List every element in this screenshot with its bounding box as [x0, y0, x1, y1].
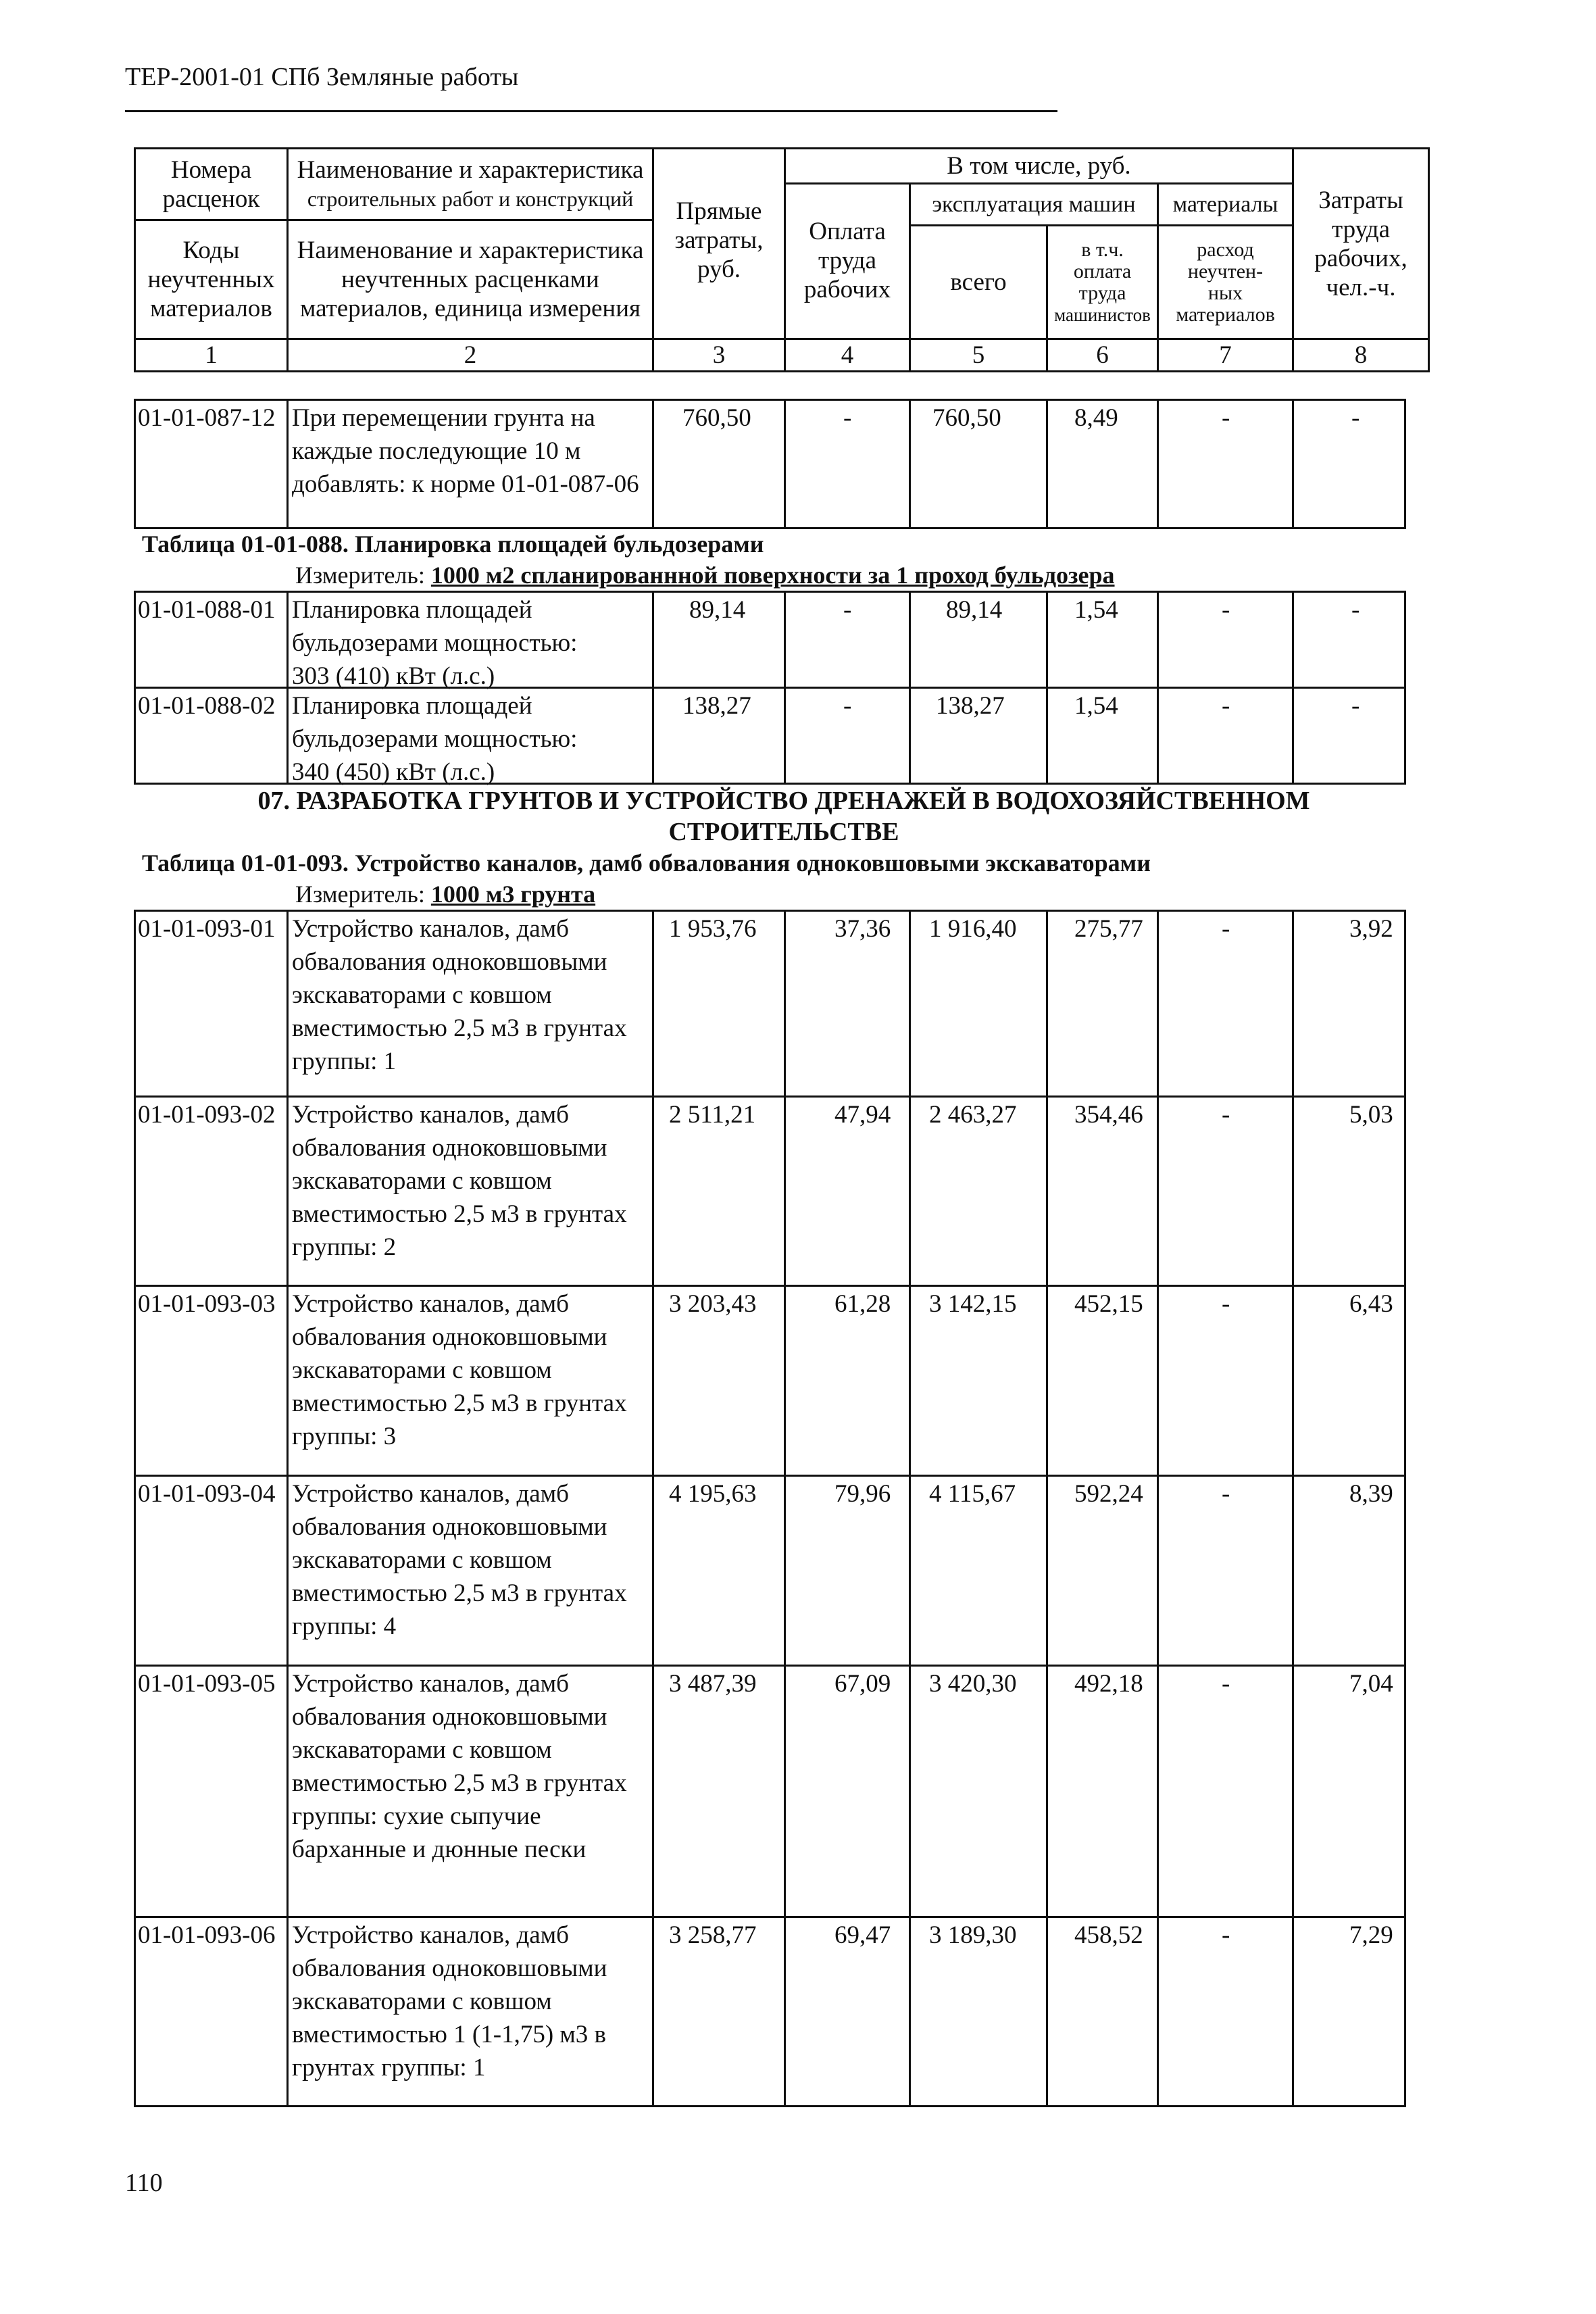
col7-header: расход неучтен- ных материалов: [1176, 238, 1275, 326]
col3-header: Прямые затраты, руб.: [674, 197, 764, 283]
col-number-1: 1: [205, 341, 218, 369]
rate-code: 01-01-087-12: [138, 404, 276, 432]
materials-value: -: [1222, 915, 1230, 943]
labor-hours: -: [1351, 404, 1360, 432]
machine-costs: 1 916,40: [929, 915, 1017, 943]
machine-costs: 3 420,30: [929, 1670, 1017, 1698]
direct-costs: 3 203,43: [669, 1290, 757, 1318]
machine-costs: 2 463,27: [929, 1101, 1017, 1129]
machine-costs: 3 142,15: [929, 1290, 1017, 1318]
rate-code: 01-01-093-05: [138, 1670, 276, 1698]
machinist-pay: 592,24: [1074, 1480, 1143, 1508]
materials-value: -: [1222, 1290, 1230, 1318]
group-header: В том числе, руб.: [947, 152, 1131, 180]
rate-code: 01-01-093-02: [138, 1101, 276, 1129]
rate-code: 01-01-093-04: [138, 1480, 276, 1508]
rate-description: Устройство каналов, дамб обвалования одноковшовыми экскаваторами с ковшом вместимостью 2,5 м3 в грунтах группы: 4: [292, 1480, 627, 1640]
materials-value: -: [1222, 692, 1230, 720]
labor-pay: 69,47: [834, 1921, 891, 1949]
col2-top-header: Наименование и характеристика строительных работ и конструкций: [297, 155, 644, 211]
machinist-pay: 8,49: [1074, 404, 1118, 432]
direct-costs: 89,14: [689, 596, 746, 624]
materials-header: материалы: [1172, 192, 1278, 217]
machine-costs: 760,50: [932, 404, 1001, 432]
rate-description: Устройство каналов, дамб обвалования одноковшовыми экскаваторами с ковшом вместимостью 2,5 м3 в грунтах группы: 1: [292, 915, 627, 1075]
col1-bottom-header: Коды неучтенных материалов: [147, 237, 275, 322]
rate-description: Устройство каналов, дамб обвалования одноковшовыми экскаваторами с ковшом вместимостью 2,5 м3 в грунтах группы: 2: [292, 1101, 627, 1261]
rate-code: 01-01-088-01: [138, 596, 276, 624]
labor-pay: -: [843, 404, 852, 432]
rate-description: При перемещении грунта на каждые последующие 10 м добавлять: к норме 01-01-087-06: [292, 404, 639, 498]
labor-hours: 6,43: [1349, 1290, 1393, 1318]
labor-pay: -: [843, 596, 852, 624]
labor-pay: -: [843, 692, 852, 720]
direct-costs: 138,27: [682, 692, 751, 720]
labor-pay: 61,28: [834, 1290, 891, 1318]
materials-value: -: [1222, 1480, 1230, 1508]
machinist-pay: 275,77: [1074, 915, 1143, 943]
col-number-2: 2: [464, 341, 477, 369]
machine-costs: 89,14: [946, 596, 1003, 624]
col-number-7: 7: [1219, 341, 1232, 369]
direct-costs: 760,50: [682, 404, 751, 432]
col6-header: в т.ч. оплата труда машинистов: [1054, 238, 1151, 325]
machine-costs: 3 189,30: [929, 1921, 1017, 1949]
labor-hours: 7,04: [1349, 1670, 1393, 1698]
document-title: ТЕР-2001-01 СПб Земляные работы: [125, 63, 519, 91]
direct-costs: 3 258,77: [669, 1921, 757, 1949]
machinist-pay: 1,54: [1074, 692, 1118, 720]
col8-header: Затраты труда рабочих, чел.-ч.: [1314, 186, 1407, 301]
machine-costs: 4 115,67: [929, 1480, 1016, 1508]
table-088-meter: Измеритель: 1000 м2 спланированнной поверхности за 1 проход бульдозера: [295, 562, 1115, 589]
direct-costs: 2 511,21: [669, 1101, 756, 1129]
labor-hours: 8,39: [1349, 1480, 1393, 1508]
machine-costs: 138,27: [936, 692, 1005, 720]
col-number-4: 4: [841, 341, 854, 369]
labor-hours: 5,03: [1349, 1101, 1393, 1129]
rate-code: 01-01-093-06: [138, 1921, 276, 1949]
materials-value: -: [1222, 1921, 1230, 1949]
materials-value: -: [1222, 596, 1230, 624]
col-number-5: 5: [972, 341, 985, 369]
section-title: 07. РАЗРАБОТКА ГРУНТОВ И УСТРОЙСТВО ДРЕНАЖЕЙ В ВОДОХОЗЯЙСТВЕННОМ СТРОИТЕЛЬСТВЕ: [257, 787, 1310, 846]
rate-description: Устройство каналов, дамб обвалования одноковшовыми экскаваторами с ковшом вместимостью 2,5 м3 в грунтах группы: 3: [292, 1290, 627, 1450]
col-number-6: 6: [1096, 341, 1109, 369]
machinist-pay: 354,46: [1074, 1101, 1143, 1129]
labor-hours: 3,92: [1349, 915, 1393, 943]
labor-pay: 79,96: [834, 1480, 891, 1508]
col4-header: Оплата труда рабочих: [803, 217, 891, 303]
col5-header: всего: [950, 268, 1007, 296]
machinist-pay: 452,15: [1074, 1290, 1143, 1318]
hv-8: [1428, 147, 1430, 372]
rate-description: Планировка площадей бульдозерами мощностью: 303 (410) кВт (л.с.): [292, 596, 578, 690]
page-number: 110: [125, 2169, 163, 2197]
labor-pay: 47,94: [834, 1101, 891, 1129]
header-bottom-line: [134, 370, 1430, 372]
direct-costs: 1 953,76: [669, 915, 757, 943]
materials-value: -: [1222, 404, 1230, 432]
rate-description: Устройство каналов, дамб обвалования одноковшовыми экскаваторами с ковшом вместимостью 2,5 м3 в грунтах группы: сухие сыпучие барханные и дюнные пески: [292, 1670, 627, 1863]
materials-value: -: [1222, 1670, 1230, 1698]
rate-code: 01-01-093-01: [138, 915, 276, 943]
col-number-8: 8: [1354, 341, 1368, 369]
rate-description: Планировка площадей бульдозерами мощностью: 340 (450) кВт (л.с.): [292, 692, 578, 786]
col2-bottom-header: Наименование и характеристика неучтенных расценками материалов, единица измерения: [297, 237, 644, 322]
labor-hours: 7,29: [1349, 1921, 1393, 1949]
col1-top-header: Номера расценок: [162, 155, 260, 213]
rate-code: 01-01-093-03: [138, 1290, 276, 1318]
table-093-meter: Измеритель: 1000 м3 грунта: [295, 881, 596, 908]
table-093-caption: Таблица 01-01-093. Устройство каналов, дамб обвалования одноковшовыми экскаваторами: [142, 850, 1151, 877]
rate-description: Устройство каналов, дамб обвалования одноковшовыми экскаваторами с ковшом вместимостью 1 (1-1,75) м3 в грунтах группы: 1: [292, 1921, 607, 2082]
table-088-caption: Таблица 01-01-088. Планировка площадей бульдозерами: [142, 531, 764, 558]
labor-hours: -: [1351, 692, 1360, 720]
machinist-pay: 458,52: [1074, 1921, 1143, 1949]
labor-pay: 67,09: [834, 1670, 891, 1698]
title-rule: [125, 110, 1057, 112]
materials-value: -: [1222, 1101, 1230, 1129]
machines-header: эксплуатация машин: [932, 192, 1136, 217]
machinist-pay: 492,18: [1074, 1670, 1143, 1698]
machinist-pay: 1,54: [1074, 596, 1118, 624]
labor-hours: -: [1351, 596, 1360, 624]
direct-costs: 4 195,63: [669, 1480, 757, 1508]
rate-code: 01-01-088-02: [138, 692, 276, 720]
labor-pay: 37,36: [834, 915, 891, 943]
col-number-3: 3: [712, 341, 726, 369]
direct-costs: 3 487,39: [669, 1670, 757, 1698]
